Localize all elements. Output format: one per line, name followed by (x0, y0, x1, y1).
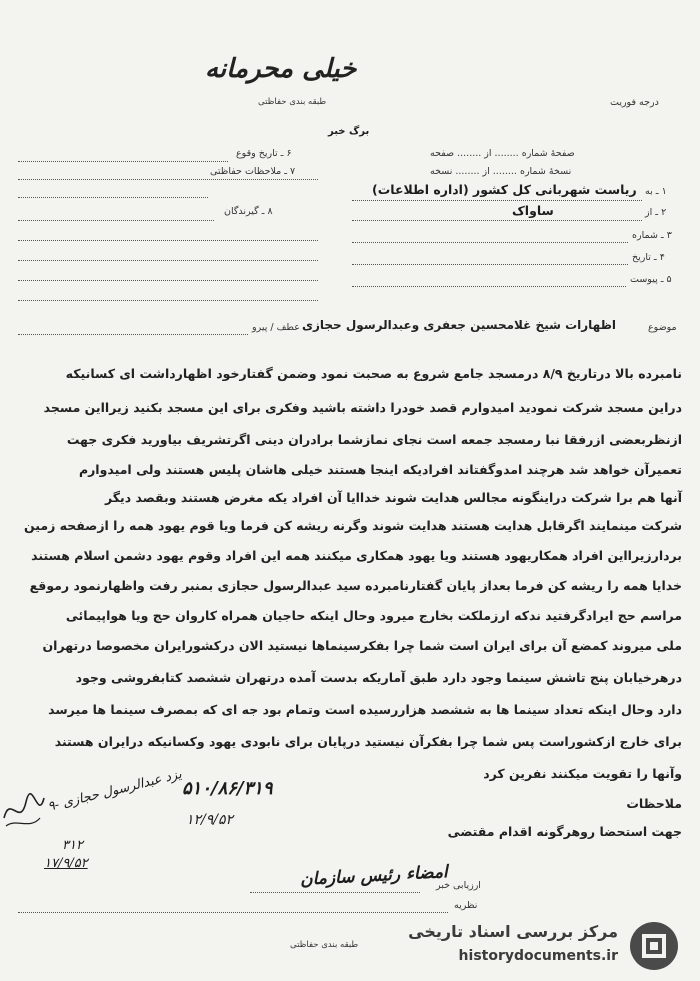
body-line: نامبرده بالا درتاریخ ۸/۹ درمسجد جامع شروع به صحبت نمود وضمن گفتارخود اظهارداشت ای کسانیکه (65, 366, 682, 381)
copy-number-field: نسخهٔ شماره ........ از ........ نسخه (430, 166, 572, 177)
body-line: دراین مسجد شرکت نمودید امیدوارم قصد خودرا داشته باشید وفکری برای این مسجد بکنید زیرااین مسجد (43, 400, 682, 415)
body-line: درهرخیابان پنج تاشش سینما وجود دارد طبق آماریکه بدست آمده درتهران ششصد کتابفروشی وجود (75, 670, 682, 685)
margin-note: ۹- یزد عبدالرسول حجازی (46, 766, 184, 815)
body-line: وآنها را تقویت میکنند نفرین کرد (483, 766, 682, 781)
body-line: مراسم حج ایرادگرفتید ندکه ارزملکت بخارج میرود وحال اینکه حاجیان همراه کاروان حج ویا هواپیمائی (65, 608, 682, 623)
evaluation-label: ارزیابی خبر (436, 880, 481, 891)
body-line: خدایا همه را ریشه کن فرما بعداز پایان گفتارنامبرده سید عبدالرسول حجازی بمنبر رفت واظهارنمود رموقع (29, 578, 682, 593)
priority-label: درجه فوریت (610, 97, 659, 108)
margin-note-date: ۱۷/۹/۵۲ (44, 856, 88, 871)
body-line: ملی میروند کمضع آن برای ایران است شما چرا بفکرسینماها نیستید الان درکشورایران مخصوصا درتهران (42, 638, 682, 653)
footer-classification: طبقه بندی حفاظتی (290, 940, 359, 950)
attachment-label: ۵ ـ پیوست (630, 274, 672, 285)
left-field-remarks: ۷ ـ ملاحظات حفاظتی (210, 166, 296, 177)
margin-note-number: ۳۱۲ (62, 838, 83, 853)
archive-watermark (408, 916, 690, 976)
subject-label: موضوع (648, 322, 677, 333)
body-line: بردارزیرااین افراد همکاریهود هستند ویا یهود همکاری میکنند همه این افراد وقوم یهود دشمن اسلام هستند (31, 548, 682, 563)
to-label: ۱ ـ به (645, 186, 667, 197)
margin-scribble (0, 788, 48, 836)
opinion-label: نظریه (454, 900, 478, 911)
remarks-label: ملاحظات (626, 796, 682, 811)
from-value: ساواک (512, 203, 554, 218)
watermark-url: historydocuments.ir (458, 948, 618, 964)
body-line: تعمیرآن خواهد شد هرچند امدوگفتاند افرادیکه اینجا هستند خیلی هاشان پلیس هستند ولی امیدوارم (78, 462, 682, 477)
reference-label: عطف / پیرو (252, 322, 300, 333)
to-value: ریاست شهربانی کل کشور (اداره اطلاعات) (372, 182, 637, 197)
page-number-field: صفحهٔ شماره ........ از ........ صفحه (430, 148, 575, 159)
registration-number: ۵۱۰/۸۶/۳۱۹ (182, 778, 273, 799)
number-label: ۳ ـ شماره (632, 230, 672, 241)
classification-handwritten: خیلی محرمانه (205, 54, 357, 84)
body-line: آنها هم برا شرکت دراینگونه مجالس هدایت شوند خداایا آن افراد یکه مغرض هستند وبقصد دیگر (105, 490, 682, 505)
left-field-date: ۶ ـ تاریخ وقوع (236, 148, 292, 159)
body-line: برای خارج ازکشوراست پس شما چرا بفکرآن نیستید درپایان برای نابودی یهود وکسانیکه درایران هستند (54, 734, 682, 749)
date-label: ۴ ـ تاریخ (632, 252, 665, 263)
body-line: شرکت مینمایند اگرقابل هدایت هستند هدایت شوند وگرنه ریشه کن فرما ویا قوم یهود همه را ازصفحه زمین (24, 518, 682, 533)
handwritten-scribble (0, 788, 48, 832)
from-label: ۲ ـ از (645, 207, 667, 218)
archive-logo-icon (626, 920, 682, 972)
registration-date: ۱۲/۹/۵۲ (186, 812, 234, 828)
body-line: ازنظربعضی ازرفقا نبا رمسجد جمعه است نجای نمازشما برادران دینی اگرتشریف بیاورید فکری جهت (66, 432, 682, 447)
action-line: جهت استحضا روهرگونه اقدام مقتضی (447, 824, 682, 839)
body-line: دارد وحال اینکه تعداد سینما ها به ششصد هزاررسیده است وتمام بود جه ای که بمصرف سینما ها میرسد (48, 702, 682, 717)
subject-value: اظهارات شیخ غلامحسین جعفری وعبدالرسول حجازی (302, 318, 616, 332)
form-title: برگ خبر (328, 126, 370, 137)
signature: امضاء رئیس سازمان (299, 862, 449, 890)
watermark-title: مرکز بررسی اسناد تاریخی (408, 922, 618, 941)
classification-printed: طبقه بندی حفاظتی (258, 97, 327, 107)
left-field-recipients: ۸ ـ گیرندگان (224, 206, 273, 217)
